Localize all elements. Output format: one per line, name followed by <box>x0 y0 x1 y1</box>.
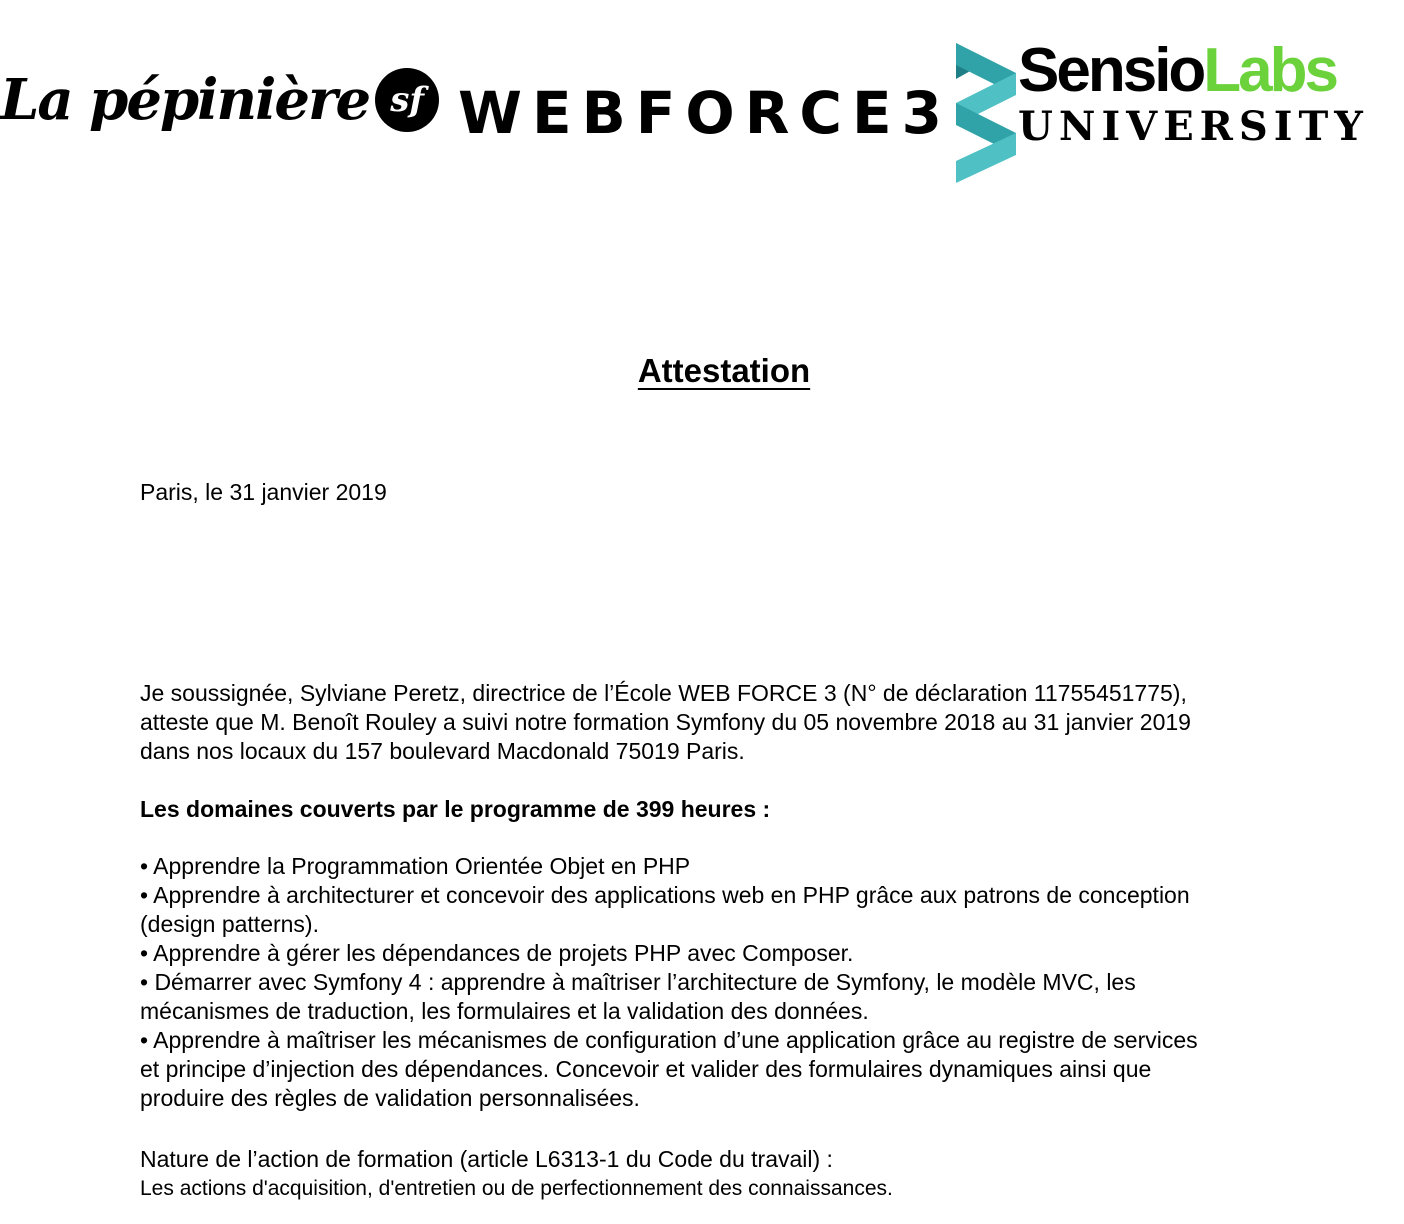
symfony-badge-icon: sf <box>375 68 439 132</box>
bullet-line: • Apprendre à maîtriser les mécanismes de configuration d’une application grâce au registre de services <box>140 1027 1198 1053</box>
nature-text: Les actions d'acquisition, d'entretien ou de perfectionnement des connaissances. <box>140 1177 893 1200</box>
university-word: UNIVERSITY <box>1018 103 1369 150</box>
bullet-line: (design patterns). <box>140 911 319 937</box>
sensiolabs-university-logo <box>1018 38 1404 150</box>
la-pepiniere-logo <box>0 55 439 145</box>
paragraph-line: atteste que M. Benoît Rouley a suivi notre formation Symfony du 05 novembre 2018 au 31 janvier 2019 <box>140 709 1191 735</box>
domains-heading: Les domaines couverts par le programme de 399 heures : <box>140 796 771 822</box>
bullet-line: • Démarrer avec Symfony 4 : apprendre à maîtriser l’architecture de Symfony, le modèle MVC, les <box>140 969 1136 995</box>
bullet-line: produire des règles de validation personnalisées. <box>140 1085 640 1111</box>
attestation-paragraph <box>140 679 1340 766</box>
sensiolabs-wordmark <box>1018 38 1404 104</box>
paragraph-line: Je soussignée, Sylviane Peretz, directrice de l’École WEB FORCE 3 (N° de déclaration 11755451775), <box>140 680 1187 706</box>
date-line: Paris, le 31 janvier 2019 <box>140 479 387 505</box>
sensio-word: Sensio <box>1018 36 1204 105</box>
document-title: Attestation <box>637 352 811 389</box>
la-pepiniere-logo-text: La pépinière <box>0 67 370 133</box>
webforce3-chevron-icon <box>956 43 1020 183</box>
bullet-line: mécanismes de traduction, les formulaires et la validation des données. <box>140 998 869 1024</box>
nature-label: Nature de l’action de formation (article L6313-1 du Code du travail) : <box>140 1146 833 1172</box>
logo-header <box>0 0 1404 200</box>
paragraph-line: dans nos locaux du 157 boulevard Macdonald 75019 Paris. <box>140 738 745 764</box>
bullet-line: • Apprendre la Programmation Orientée Objet en PHP <box>140 853 691 879</box>
bullet-line: • Apprendre à gérer les dépendances de projets PHP avec Composer. <box>140 940 854 966</box>
bullet-line: et principe d’injection des dépendances. Concevoir et valider des formulaires dynamiques ainsi que <box>140 1056 1152 1082</box>
webforce3-logo-text: WEBFORCE3 <box>458 78 952 147</box>
bullet-line: • Apprendre à architecturer et concevoir des applications web en PHP grâce aux patrons de conception <box>140 882 1190 908</box>
webforce3-logo <box>458 40 1020 185</box>
labs-word: Labs <box>1203 36 1337 105</box>
domains-list <box>140 852 1340 1113</box>
